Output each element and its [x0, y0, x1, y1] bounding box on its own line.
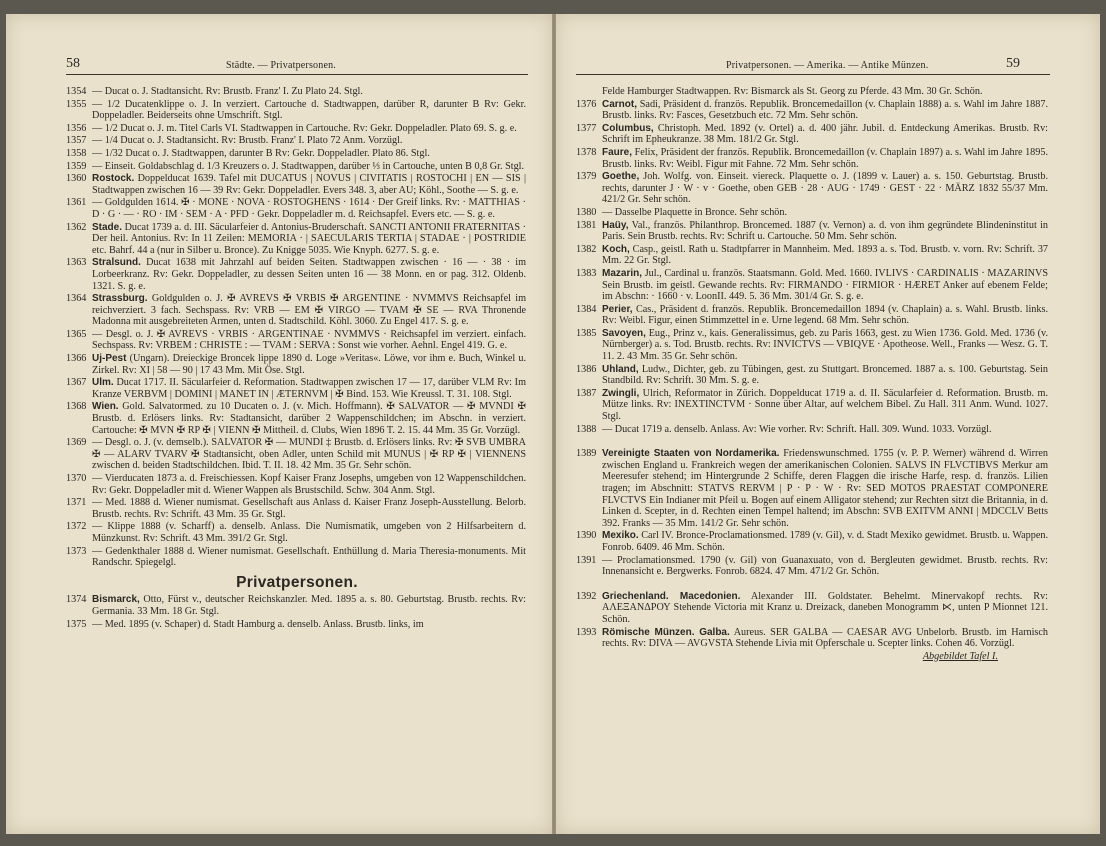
entry-text: — Med. 1895 (v. Schaper) d. Stadt Hamburg a. denselb. Anlass. Brustb. links, im	[92, 618, 424, 630]
catalog-entry	[578, 207, 1048, 219]
running-header: Privatpersonen. — Amerika. — Antike Münzen.	[726, 60, 929, 71]
entry-text: Goldgulden o. J. ✠ AVREVS ✠ VRBIS ✠ ARGENTINE · NVMMVS Reichsapfel im reichverziert. 3 fach. Sechspass. Rv: VRB — EM ✠ VIRGO — TVAM ✠ SE — RVA Thronende Madonna mit ausgebreiteten Armen, unten d. Stadtschild. Köhl. 3060. Zu Engel 417. S. g. e.	[92, 293, 526, 328]
catalog-entry	[68, 329, 526, 352]
catalog-entry	[68, 99, 526, 122]
entry-number: 1380	[576, 206, 597, 218]
entry-name: Uj-Pest	[92, 353, 127, 365]
entry-number: 1364	[66, 293, 87, 305]
catalog-entry	[68, 401, 526, 436]
entry-text: Felix, Präsident der französ. Republik. Broncemedaillon (v. Chaplain 1897) a. s. Wahl im Jahre 1895. Brustb. links. Rv: Weibl. Figur mit Fahne. 72 Mm. Sehr schön.	[602, 146, 1049, 170]
entry-text: — Dasselbe Plaquette in Bronce. Sehr schön.	[602, 206, 788, 218]
entry-list	[578, 591, 1048, 650]
entry-number: 1357	[66, 135, 87, 147]
entry-name: Uhland,	[602, 363, 639, 375]
entry-number: 1366	[66, 353, 87, 365]
entry-number: 1388	[576, 423, 597, 435]
entry-text: — Ducat o. J. Stadtansicht. Rv: Brustb. Franz' I. Zu Plato 24. Stgl.	[92, 86, 363, 97]
entry-number: 1370	[66, 473, 87, 484]
entry-number: 1362	[66, 221, 87, 233]
entry-number: 1360	[66, 173, 87, 185]
entry-text: — Ducat 1719 a. denselb. Anlass. Av: Wie vorher. Rv: Schrift. Hall. 309. Wund. 1033. Vorzügl.	[602, 423, 992, 435]
entry-text: — 1/2 Ducat o. J. m. Titel Carls VI. Stadtwappen in Cartouche. Rv: Gekr. Doppeladler. Plato 69. S. g. e.	[92, 122, 517, 134]
entry-number: 1390	[576, 530, 597, 542]
catalog-entry	[578, 627, 1048, 650]
entry-number: 1376	[576, 98, 597, 110]
entry-name: Zwingli,	[602, 387, 640, 399]
entry-text: Aureus. SER GALBA — CAESAR AVG Unbelorb. Brustb. im Harnisch rechts. Rv: DIVA — AVGVSTA Stehende Livia mit Opferschale u. Scepter links. Cohen 46. Vorzügl.	[602, 626, 1049, 650]
entry-name: Faure,	[602, 146, 633, 158]
entry-number: 1358	[66, 147, 87, 159]
entry-number: 1369	[66, 437, 87, 449]
entry-text: — Med. 1888 d. Wiener numismat. Gesellschaft aus Anlass d. Kaiser Franz Joseph-Ausstellung. Belorb. Brustb. rechts. Rv: Schrift. 43 Mm. 35 Gr. Stgl.	[92, 497, 526, 520]
catalog-entry	[68, 594, 526, 617]
entry-text: Doppelducat 1639. Tafel mit DUCATUS | NOVUS | CIVITATIS | ROSTOCHI | EN — SIS | Stadtwappen zwischen 16 — 39 Rv: Gekr. Doppeladler. Evers 348. 3, aber AU; Köhl., Soothe — S. g. e.	[92, 173, 526, 196]
entry-name: Carnot,	[602, 98, 637, 110]
entry-list	[68, 594, 526, 630]
entry-text: Alexander III. Goldstater. Behelmt. Minervakopf rechts. Rv: ΑΛΕΞΑΝΔΡΟΥ Stehende Victoria mit Kranz u. Dreizack, daneben Monogramm ⋉, unten P Mionnet 121. Schön.	[602, 590, 1049, 625]
section-title: Privatpersonen.	[236, 573, 358, 591]
right-column	[578, 86, 1048, 662]
catalog-entry	[68, 173, 526, 196]
entry-name: Stralsund.	[92, 257, 141, 269]
entry-name: Römische Münzen. Galba.	[602, 626, 730, 638]
header-rule	[66, 74, 528, 75]
catalog-entry	[68, 293, 526, 328]
catalog-entry	[68, 437, 526, 472]
page-number: 58	[66, 56, 80, 71]
entry-name: Mexiko.	[602, 530, 639, 542]
catalog-entry	[578, 99, 1048, 122]
entry-number: 1383	[576, 267, 597, 279]
entry-name: Haüy,	[602, 219, 629, 231]
entry-text: Eug., Prinz v., kais. Generalissimus, geb. zu Paris 1663, gest. zu Wien 1736. Gold. Med. 1736 (v. Nürnberger) a. s. Tod. Brustb. rechts. Rv: INVICTVS — VBIQVE · Apotheose. Well., Franks — Wesz. G. T. 11. 2. 43 Mm. 35 Gr. Sehr schön.	[602, 327, 1048, 363]
running-header: Städte. — Privatpersonen.	[226, 60, 336, 71]
entry-number: 1393	[576, 626, 597, 638]
entry-name: Strassburg.	[92, 293, 148, 305]
entry-name: Stade.	[92, 221, 123, 233]
entry-name: Ulm.	[92, 377, 114, 389]
entry-number: 1379	[576, 171, 597, 183]
entry-text: — Goldgulden 1614. ✠ · MONE · NOVA · ROSTOGHENS · 1614 · Der Greif links. Rv: · MATTHIAS · D · G · — · RO · IM · SEM · A · PFD · Gekr. Doppeladler m. d. Reichsapfel. Evers etc. — S. g. e.	[92, 197, 526, 220]
catalog-entry	[578, 123, 1048, 146]
entry-text: — Einseit. Goldabschlag d. 1/3 Kreuzers o. J. Stadtwappen, darüber ⅓ in Cartouche, unten B 0,8 Gr. Stgl.	[92, 160, 525, 172]
entry-text: Joh. Wolfg. von. Einseit. viereck. Plaquette o. J. (1899 v. Lauer) a. s. 150. Geburtstag. Brustb. rechts, darunter J · W · v · Goethe, oben GEB · 28 · AUG · 1749 · GEST · 22 · MÄRZ 1832 55/37 Mm. 421/2 Gr. Sehr schön.	[602, 171, 1048, 206]
catalog-entry	[68, 161, 526, 173]
catalog-entry	[68, 257, 526, 292]
catalog-entry	[578, 244, 1048, 267]
continuation-text: Felde Hamburger Stadtwappen. Rv: Bismarck als St. Georg zu Pferde. 43 Mm. 30 Gr. Schön.	[602, 86, 983, 97]
entry-number: 1365	[66, 328, 87, 340]
entry-number: 1375	[66, 618, 87, 630]
entry-text: Ulrich, Reformator in Zürich. Doppelducat 1719 a. d. II. Säcularfeier d. Reformation. Brustb. m. Mütze links. Rv: INEXTINCTVM · Sonne über Altar, auf welchem Bibel. Zu Hall. 311 Anm. Wund. 1027. Stgl.	[602, 387, 1048, 423]
entry-text: — 1/2 Ducatenklippe o. J. In verziert. Cartouche d. Stadtwappen, darüber R, darunter B Rv: Gekr. Doppeladler. Beiderseits ohne Umschrift. Stgl.	[92, 98, 526, 122]
entry-number: 1363	[66, 257, 87, 269]
catalog-entry	[578, 448, 1048, 529]
entry-name: Perier,	[602, 303, 633, 315]
entry-name: Wien.	[92, 401, 119, 413]
entry-number: 1387	[576, 387, 597, 399]
catalog-entry	[68, 86, 526, 98]
entry-text: — 1/4 Ducat o. J. Stadtansicht. Rv: Brustb. Franz' I. Plato 72 Anm. Vorzügl.	[92, 135, 403, 147]
catalog-entry	[68, 377, 526, 400]
catalog-entry	[68, 353, 526, 376]
catalog-entry	[68, 148, 526, 160]
catalog-entry	[578, 424, 1048, 436]
entry-text: Carl IV. Bronce-Proclamationsmed. 1789 (v. Gil), v. d. Stadt Mexiko gewidmet. Brustb. u. Wappen. Fonrob. 6409. 46 Mm. Schön.	[602, 530, 1048, 553]
entry-text: Friedenswunschmed. 1755 (v. P. P. Werner) während d. Wirren zwischen England u. Frankreich wegen der amerikanischen Colonien. SALVS IN FLVCTIBVS Merkur am Meeresufer stehend; im Hintergrunde 2 Schiffe, deren Flaggen die irische Harfe, resp. d. französ. Lilien tragen; im Abschnitt: STATVS RERVM | P · P · W · Rv: SED MOTOS PRAESTAT COMPONERE FLVCTVS Ein Indianer mit Pfeil u. Bogen auf einem Alligator stehend; zur Rechten sitzt die Britannia, in d. Linken d. Scepter, in d. Rechten einen Tempel haltend; im Abschn: SVB EXITVM ANNI | MDCCLV Betts 392. Franks — 35 Mm. 141/2 Gr. Sehr schön.	[602, 448, 1049, 529]
entry-text: — Vierducaten 1873 a. d. Freischiessen. Kopf Kaiser Franz Josephs, umgeben von 12 Wappenschildchen. Rv: Gekr. Doppeladler mit d. Wiener Wappen als Brustschild. Schw. 304 Anm. Stgl.	[92, 473, 526, 496]
entry-name: Koch,	[602, 243, 630, 255]
header-rule	[576, 74, 1050, 75]
right-page	[556, 14, 1100, 834]
entry-text: — Klippe 1888 (v. Scharff) a. denselb. Anlass. Die Numismatik, umgeben von 2 Hilfsarbeitern d. Münzkunst. Rv: Schrift. 43 Mm. 391/2 Gr. Stgl.	[92, 521, 526, 544]
entry-number: 1382	[576, 243, 597, 255]
left-page	[6, 14, 552, 834]
entry-text: Ludw., Dichter, geb. zu Tübingen, gest. zu Stuttgart. Broncemed. 1887 a. s. 100. Geburtstag. Sein Standbild. Rv: Schrift. 30 Mm. S. g. e.	[602, 363, 1048, 387]
entry-number: 1372	[66, 521, 87, 533]
entry-text: — Proclamationsmed. 1790 (v. Gil) von Guanaxuato, von d. Bergleuten gewidmet. Brustb. rechts. Rv: Innenansicht e. Bergwerks. Fonrob. 6824. 47 Mm. 471/2 Gr. Schön.	[602, 554, 1048, 578]
entry-number: 1378	[576, 146, 597, 158]
entry-text: Otto, Fürst v., deutscher Reichskanzler. Med. 1895 a. s. 80. Geburtstag. Brustb. rechts. Rv: Germania. 33 Mm. 18 Gr. Stgl.	[92, 594, 526, 617]
entry-name: Vereinigte Staaten von Nordamerika.	[602, 448, 780, 460]
entry-text: Gold. Salvatormed. zu 10 Ducaten o. J. (v. Mich. Hoffmann). ✠ SALVATOR — ✠ MVNDI ✠ Brustb. d. Erlösers links. Rv: Stadtansicht, darüber 2 Wappenschildchen; im Abschn. in verziert. Cartouche: ✠ MVN ✠ RP ✠ | VIENN ✠ Mittheil. d. Clubs, Wien 1896 T. 2. 15. 44 Mm. 35 Gr. Vorzügl.	[92, 401, 526, 436]
entry-number: 1368	[66, 401, 87, 413]
entry-list	[578, 448, 1048, 578]
entry-text: Casp., geistl. Rath u. Stadtpfarrer in Mannheim. Med. 1893 a. s. Tod. Brustb. v. vorn. Rv: Schrift. 37 Mm. 22 Gr. Stgl.	[602, 243, 1049, 267]
catalog-entry	[578, 220, 1048, 243]
catalog-entry	[68, 619, 526, 631]
catalog-entry	[578, 591, 1048, 626]
catalog-entry	[68, 497, 526, 520]
catalog-entry	[68, 123, 526, 135]
catalog-entry	[578, 555, 1048, 578]
entry-number: 1373	[66, 545, 87, 557]
entry-number: 1384	[576, 303, 597, 315]
entry-text: Val., französ. Philanthrop. Broncemed. 1887 (v. Vernon) a. d. von ihm gegründete Blindeninstitut in Paris. Sein Brustb. rechts. Rv: Schrift u. Cartouche. 50 Mm. Sehr schön.	[602, 219, 1048, 243]
left-column	[68, 86, 526, 631]
entry-number: 1359	[66, 160, 87, 172]
entry-number: 1354	[66, 86, 87, 97]
entry-text: — Gedenkthaler 1888 d. Wiener numismat. Gesellschaft. Enthüllung d. Maria Theresia-monuments. Mit Randschr. Spiegelgl.	[92, 545, 526, 569]
entry-text: (Ungarn). Dreieckige Broncek lippe 1890 d. Loge »Veritas«. Löwe, vor ihm e. Buch, Winkel u. Zirkel. Rv: XI | 58 — 90 | 17 43 Mm. Mit Öse. Stgl.	[92, 353, 527, 376]
page-number: 59	[1006, 56, 1020, 71]
entry-name: Bismarck,	[92, 594, 140, 606]
entry-number: 1386	[576, 363, 597, 375]
entry-name: Rostock.	[92, 173, 135, 185]
entry-number: 1377	[576, 122, 597, 134]
catalog-entry	[68, 521, 526, 544]
entry-text: Ducat 1717. II. Säcularfeier d. Reformation. Stadtwappen zwischen 17 — 17, darüber VLM Rv: Im Kranze VERBVM | DOMINI | MANET IN | ÆTERNVM | ✠ Bind. 153. Wie Kreussl. T. 31. 108. Stgl.	[92, 377, 527, 400]
entry-name: Savoyen,	[602, 327, 646, 339]
entry-text: Cas., Präsident d. französ. Republik. Broncemedaillon 1894 (v. Chaplain) a. s. Wahl. Brustb. links. Rv: Weibl. Figur, einen Stimmzettel in e. Urne legend. 68 Mm. Sehr schön.	[602, 303, 1049, 327]
entry-name: Mazarin,	[602, 267, 643, 279]
entry-number: 1356	[66, 122, 87, 134]
entry-name: Goethe,	[602, 171, 640, 183]
entry-number: 1367	[66, 377, 87, 389]
catalog-entry	[68, 135, 526, 147]
entry-text: — Desgl. o. J. ✠ AVREVS · VRBIS · ARGENTINAE · NVMMVS · Reichsapfel im verziert. einfach. Sechspass. Rv: VRBEM : CHRISTE : — TVAM : SERVA : Sonst wie vorher. Aehnl. Engel 419. G. e.	[92, 328, 526, 352]
catalog-entry	[578, 268, 1048, 303]
entry-text: Sadi, Präsident d. französ. Republik. Broncemedaillon (v. Chaplain 1888) a. s. Wahl im Jahre 1887. Brustb. links. Rv: Fasces, Gesetzbuch etc. 72 Mm. Sehr schön.	[602, 98, 1048, 122]
catalog-entry	[578, 530, 1048, 553]
catalog-entry	[578, 328, 1048, 363]
catalog-entry	[68, 473, 526, 496]
entry-number: 1389	[576, 448, 597, 460]
entry-list	[578, 99, 1048, 436]
entry-text: — Desgl. o. J. (v. demselb.). SALVATOR ✠ — MUNDI ‡ Brustb. d. Erlösers links. Rv: ✠ SVB UMBRA ✠ — ALARV TVARV ✠ Stadtansicht, oben Adler, unten Schild mit MUNUS | ✠ RP ✠ | VIENNENS zwischen d. beiden Stadtschildchen. Ibid. T. II. 18. 42 Mm. 35 Gr. Sehr schön.	[92, 437, 526, 472]
entry-text: — 1/32 Ducat o. J. Stadtwappen, darunter B Rv: Gekr. Doppeladler. Plato 86. Stgl.	[92, 147, 430, 159]
catalog-entry	[68, 222, 526, 257]
entry-number: 1391	[576, 554, 597, 566]
entry-number: 1385	[576, 327, 597, 339]
entry-text: Jul., Cardinal u. französ. Staatsmann. Gold. Med. 1660. IVLIVS · CARDINALIS · MAZARINVS Sein Brustb. im geistl. Gewande rechts. Rv: FIRMANDO · FIRMIOR · HÆRET Anker auf ebenem Felde; im Abschn: · 1660 · v. LoonII. 449. 5. 36 Mm. 301/4 Gr. S. g. e.	[602, 267, 1048, 303]
entry-name: Griechenland. Macedonien.	[602, 590, 741, 602]
entry-number: 1374	[66, 594, 87, 606]
entry-name: Columbus,	[602, 122, 654, 134]
catalog-entry	[68, 197, 526, 220]
catalog-entry	[578, 171, 1048, 206]
catalog-entry	[578, 364, 1048, 387]
catalog-entry	[578, 147, 1048, 170]
catalog-entry	[578, 304, 1048, 327]
entry-number: 1381	[576, 219, 597, 231]
entry-number: 1371	[66, 497, 87, 509]
entry-text: Ducat 1638 mit Jahrzahl auf beiden Seiten. Stadtwappen zwischen · 16 — · 38 · im Lorbeerkranz. Rv: Gekr. Doppeladler, zu dessen Seiten unten 16 — 38 Monn. en or pag. 312. Oldenb. 1321. S. g. e.	[92, 257, 527, 292]
plate-reference: Abgebildet Tafel I.	[922, 650, 998, 662]
entry-number: 1361	[66, 197, 87, 209]
entry-list	[68, 86, 526, 569]
entry-text: Ducat 1739 a. d. III. Säcularfeier d. Antonius-Bruderschaft. SANCTI ANTONII FRATERNITAS · Der heil. Antonius. Rv: In 11 Zeilen: MEMORIA · | SAECULARIS TERTIA | STADAE · | POSTRIDIE etc. Bahrf. 44 a (nur in Silber u. Bronce). Zu Knigge 5035. Wie Knyph. 6277. S. g. e.	[92, 221, 527, 256]
catalog-entry	[578, 388, 1048, 423]
entry-text: Christoph. Med. 1892 (v. Ortel) a. d. 400 jähr. Jubil. d. Entdeckung Amerikas. Brustb. Rv: Schrift im Epheukranze. 38 Mm. 181/2 Gr. Stgl.	[602, 122, 1048, 146]
catalog-entry	[68, 546, 526, 569]
entry-number: 1355	[66, 98, 87, 110]
entry-number: 1392	[576, 590, 597, 602]
